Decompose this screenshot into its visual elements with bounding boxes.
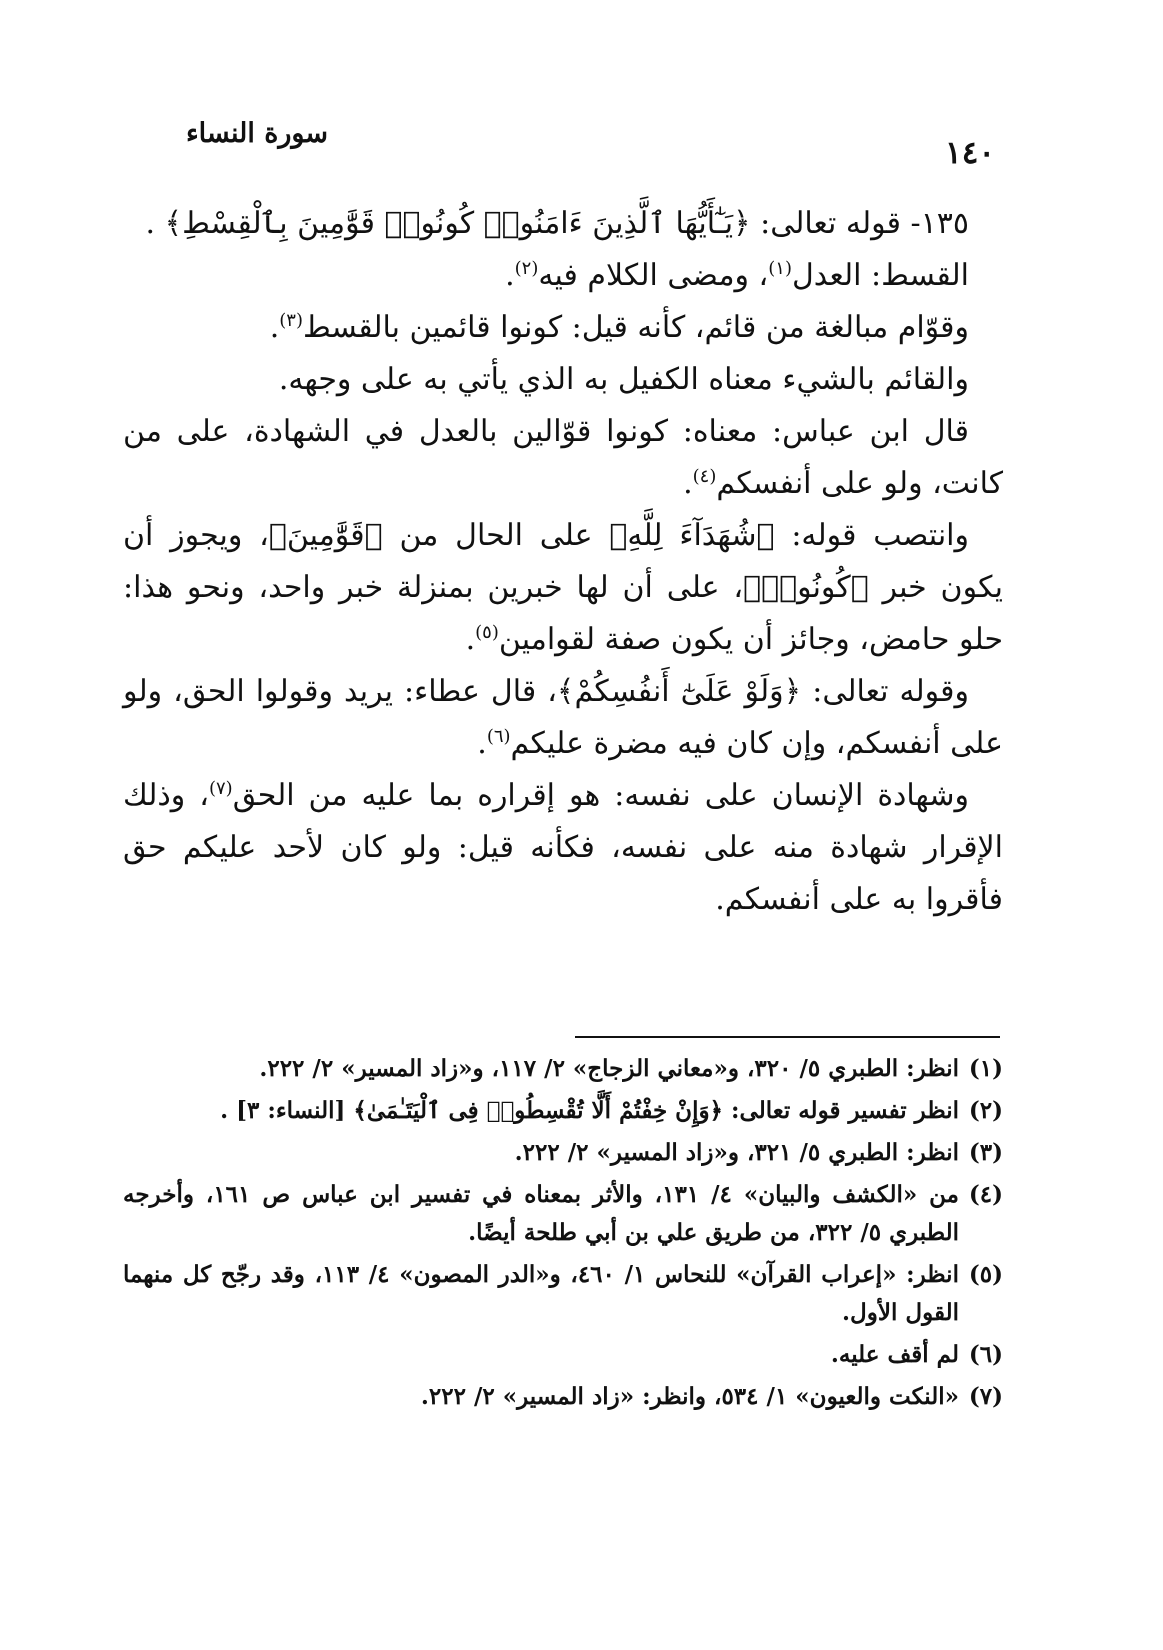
footnote-ref[interactable]: (٧) (208, 778, 233, 799)
text-run: ، ومضى الكلام فيه (538, 258, 769, 293)
text-run: . (145, 206, 165, 241)
paragraph-ata (123, 666, 1003, 770)
footnote-text: «النكت والعيون» ١/ ٥٣٤، وانظر: «زاد المسير» ٢/ ٢٢٢. (420, 1383, 959, 1410)
text-run: والقائم بالشيء معناه الكفيل به الذي يأتي به على وجهه. (278, 362, 969, 397)
footnote-7 (123, 1378, 1003, 1416)
text-run: قال ابن عباس: معناه: كونوا قوّالين بالعدل في الشهادة، على من كانت، ولو على أنفسكم (123, 414, 1003, 501)
quran-verse: ﴿وَلَوْ عَلَىٰٓ أَنفُسِكُمْ﴾ (556, 674, 802, 709)
text-run: ، على أن لها خبرين بمنزلة خبر واحد، ونحو هذا: حلو حامض، وجائز أن يكون صفة لقوامين (123, 570, 1003, 657)
footnote-number: (٢) (968, 1097, 1003, 1124)
footnote-text: انظر تفسير قوله تعالى: ﴿وَإِنْ خِفْتُمْ أَلَّا تُقْسِطُوا۟ فِى ٱلْيَتَـٰمَىٰ﴾ [النساء: ٣] . (220, 1097, 959, 1124)
footnote-1 (123, 1050, 1003, 1088)
paragraph-qist (123, 250, 1003, 302)
footnote-ref[interactable]: (١) (768, 258, 792, 279)
footnote-number: (٥) (968, 1261, 1003, 1288)
footnote-ref[interactable]: (٢) (514, 258, 539, 279)
footnote-4 (123, 1176, 1003, 1252)
footnote-3 (123, 1134, 1003, 1172)
footnote-ref[interactable]: (٤) (692, 466, 717, 487)
footnote-separator (575, 1036, 1000, 1038)
footnote-number: (٦) (968, 1341, 1003, 1368)
text-run: . (683, 466, 693, 501)
text-run: . (269, 310, 280, 345)
quran-verse: ﴿كُونُوا۟﴾ (743, 570, 869, 605)
surah-title: سورة النساء (185, 118, 328, 149)
paragraph-verse-135 (123, 198, 1003, 250)
quran-verse: ﴿قَوَّٰمِينَ﴾ (268, 518, 383, 553)
text-run: ، قال عطاء: يريد وقولوا الحق، ولو على أنفسكم، وإن كان فيه مضرة عليكم (123, 674, 1003, 761)
paragraph-qawwam (123, 302, 1003, 354)
paragraph-qaim (123, 354, 1003, 406)
footnote-5 (123, 1256, 1003, 1332)
text-run: ١٣٥- قوله تعالى: (750, 206, 969, 241)
quran-verse: ﴿يَـٰٓأَيُّهَا ٱلَّذِينَ ءَامَنُوا۟ كُونُوا۟ قَوَّٰمِينَ بِٱلْقِسْطِ﴾ (164, 206, 751, 241)
text-run: وقوله تعالى: (801, 674, 969, 709)
footnote-ref[interactable]: (٥) (475, 622, 499, 643)
footnote-6 (123, 1336, 1003, 1374)
footnote-number: (١) (968, 1055, 1003, 1082)
paragraph-ibn-abbas (123, 406, 1003, 510)
footnote-text: انظر: الطبري ٥/ ٣٢٠، و«معاني الزجاج» ٢/ ١١٧، و«زاد المسير» ٢/ ٢٢٢. (259, 1055, 959, 1082)
main-text (123, 198, 1003, 926)
text-run: وقوّام مبالغة من قائم، كأنه قيل: كونوا قائمين بالقسط (302, 310, 969, 345)
text-run: وانتصب قوله: (774, 518, 969, 553)
paragraph-grammar (123, 510, 1003, 666)
text-run: . (465, 622, 476, 657)
footnote-text: انظر: الطبري ٥/ ٣٢١، و«زاد المسير» ٢/ ٢٢٢. (514, 1139, 959, 1166)
footnote-text: لم أقف عليه. (830, 1341, 959, 1368)
footnote-2 (123, 1092, 1003, 1130)
text-run: على الحال من (382, 518, 610, 553)
footnote-ref[interactable]: (٣) (279, 310, 303, 331)
footnote-ref[interactable]: (٦) (486, 726, 511, 747)
quran-verse: ﴿شُهَدَآءَ لِلَّهِ﴾ (609, 518, 775, 553)
text-run: القسط: العدل (791, 258, 969, 293)
text-run: ، ويجوز أن يكون خبر (123, 518, 1003, 605)
text-run: وشهادة الإنسان على نفسه: هو إقراره بما عليه من الحق (232, 778, 969, 813)
page-number: ١٤٠ (945, 135, 995, 171)
footnote-number: (٣) (968, 1139, 1003, 1166)
footnotes (123, 1050, 1003, 1420)
footnote-number: (٧) (968, 1383, 1003, 1410)
text-run: ، وذلك الإقرار شهادة منه على نفسه، فكأنه قيل: ولو كان لأحد عليكم حق فأقروا به على أنفسكم. (123, 778, 1003, 917)
footnote-number: (٤) (968, 1181, 1003, 1208)
text-run: . (477, 726, 487, 761)
text-run: . (505, 258, 515, 293)
footnote-text: انظر: «إعراب القرآن» للنحاس ١/ ٤٦٠، و«الدر المصون» ٤/ ١١٣، وقد رجّح كل منهما القول الأول. (123, 1261, 959, 1326)
footnote-text: من «الكشف والبيان» ٤/ ١٣١، والأثر بمعناه في تفسير ابن عباس ص ١٦١، وأخرجه الطبري ٥/ ٣٢٢، من طريق علي بن أبي طلحة أيضًا. (123, 1181, 960, 1246)
paragraph-testimony (123, 770, 1003, 926)
